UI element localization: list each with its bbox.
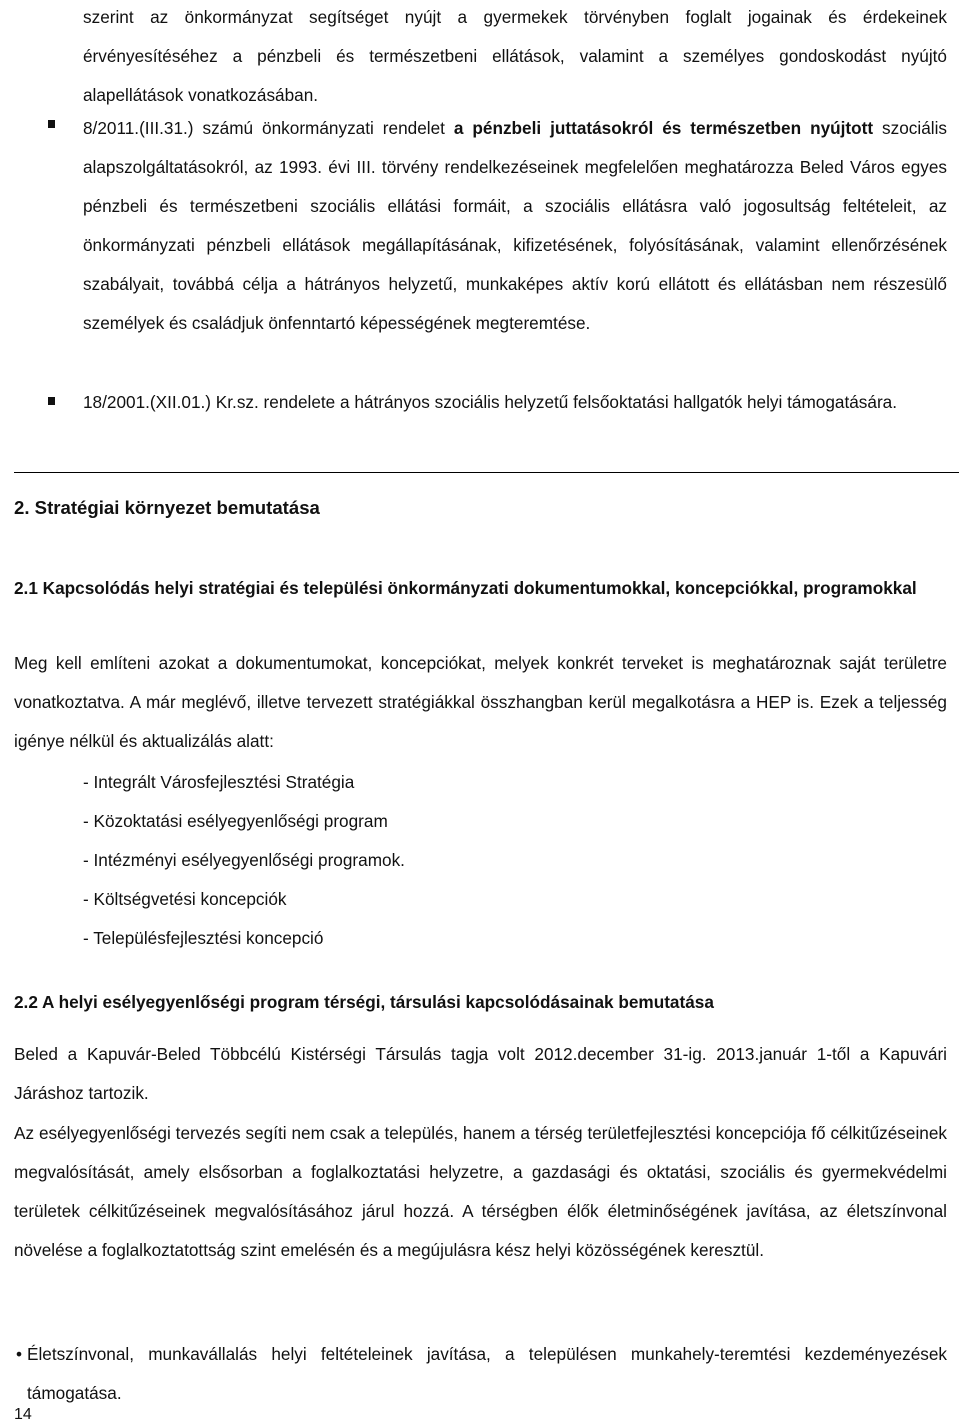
intro-paragraph: szerint az önkormányzat segítséget nyújt a gyermekek törvényben foglalt jogainak és érdekeinek érvényesítéséhez a pénzbeli és természetbeni ellátások, valamint a személyes gondoskodást nyújtó alapellátások vonatkozásában.: [83, 7, 947, 105]
section-divider: [14, 472, 959, 473]
section-2-2-paragraph-1: Beled a Kapuvár-Beled Többcélú Kistérségi Társulás tagja volt 2012.december 31-ig. 2013.január 1-től a Kapuvári Járáshoz tartozik.: [14, 1044, 947, 1103]
bullet-dot-icon: •: [16, 1344, 23, 1364]
list-item: - Településfejlesztési koncepció: [83, 928, 324, 948]
list-item: - Integrált Városfejlesztési Stratégia: [83, 772, 355, 792]
law-item-1-rest: törvény rendelkezéseinek megfelelően meghatározza Beled Város egyes pénzbeli és természetbeni szociális ellátási formáit, a szociális ellátásra való jogosultság feltételeit, az önkormányzati pénzbeli ellátások megállapításának, kifizetésének, folyósításának, valamint ellenőrzésének szabályait, továbbá célja a hátrányos helyzetű, munkaképes aktív korú ellátott és ellátásban nem részesülő személyek és családjuk önfenntartó képességének megteremtése.: [83, 157, 947, 333]
page-number: 14: [14, 1406, 32, 1423]
law-item-2: 18/2001.(XII.01.) Kr.sz. rendelete a hátrányos szociális helyzetű felsőoktatási hallgatók helyi támogatására.: [83, 392, 897, 412]
list-item: - Közoktatási esélyegyenlőségi program: [83, 811, 388, 831]
law-item-1: [83, 109, 947, 343]
law-item-1-prefix: 8/2011.(III.31.) számú önkormányzati rendelet: [83, 118, 454, 138]
final-bullet-item: Életszínvonal, munkavállalás helyi feltételeinek javítása, a településen munkahely-teremtési kezdeményezések támogatása.: [27, 1344, 947, 1403]
law-item-1-bold: a pénzbeli juttatásokról és természetben nyújtott: [453, 118, 874, 138]
section-2-2-title: 2.2 A helyi esélyegyenlőségi program térségi, társulási kapcsolódásainak bemutatása: [14, 992, 714, 1012]
square-bullet-icon: [48, 120, 55, 128]
square-bullet-icon: [48, 397, 55, 405]
law-item-1-mid: szociális alapszolgáltatásokról, az 1993. évi III.: [83, 118, 947, 177]
list-item: - Költségvetési koncepciók: [83, 889, 287, 909]
list-item: - Intézményi esélyegyenlőségi programok.: [83, 850, 405, 870]
section-2-1-title: 2.1 Kapcsolódás helyi stratégiai és települési önkormányzati dokumentumokkal, koncepciókkal, programokkal: [14, 578, 917, 598]
section-2-1-paragraph: Meg kell említeni azokat a dokumentumokat, koncepciókat, melyek konkrét terveket is meghatároznak saját területre vonatkoztatva. A már meglévő, illetve tervezett stratégiákkal összhangban kerül megalkotásra a HEP is. Ezek a teljesség igénye nélkül és aktualizálás alatt:: [14, 653, 947, 751]
section-2-2-paragraph-2: Az esélyegyenlőségi tervezés segíti nem csak a település, hanem a térség területfejlesztési koncepciója fő célkitűzéseinek megvalósítását, amely elsősorban a foglalkoztatási helyzetre, a gazdasági és oktatási, szociális és gyermekvédelmi területek célkitűzéseinek megvalósításához járul hozzá. A térségben élők életminőségének javítása, az életszínvonal növelése a foglalkoztatottság szint emelésén és a megújulásra kész helyi közösségének keresztül.: [14, 1123, 947, 1260]
section-2-title: 2. Stratégiai környezet bemutatása: [14, 497, 320, 518]
